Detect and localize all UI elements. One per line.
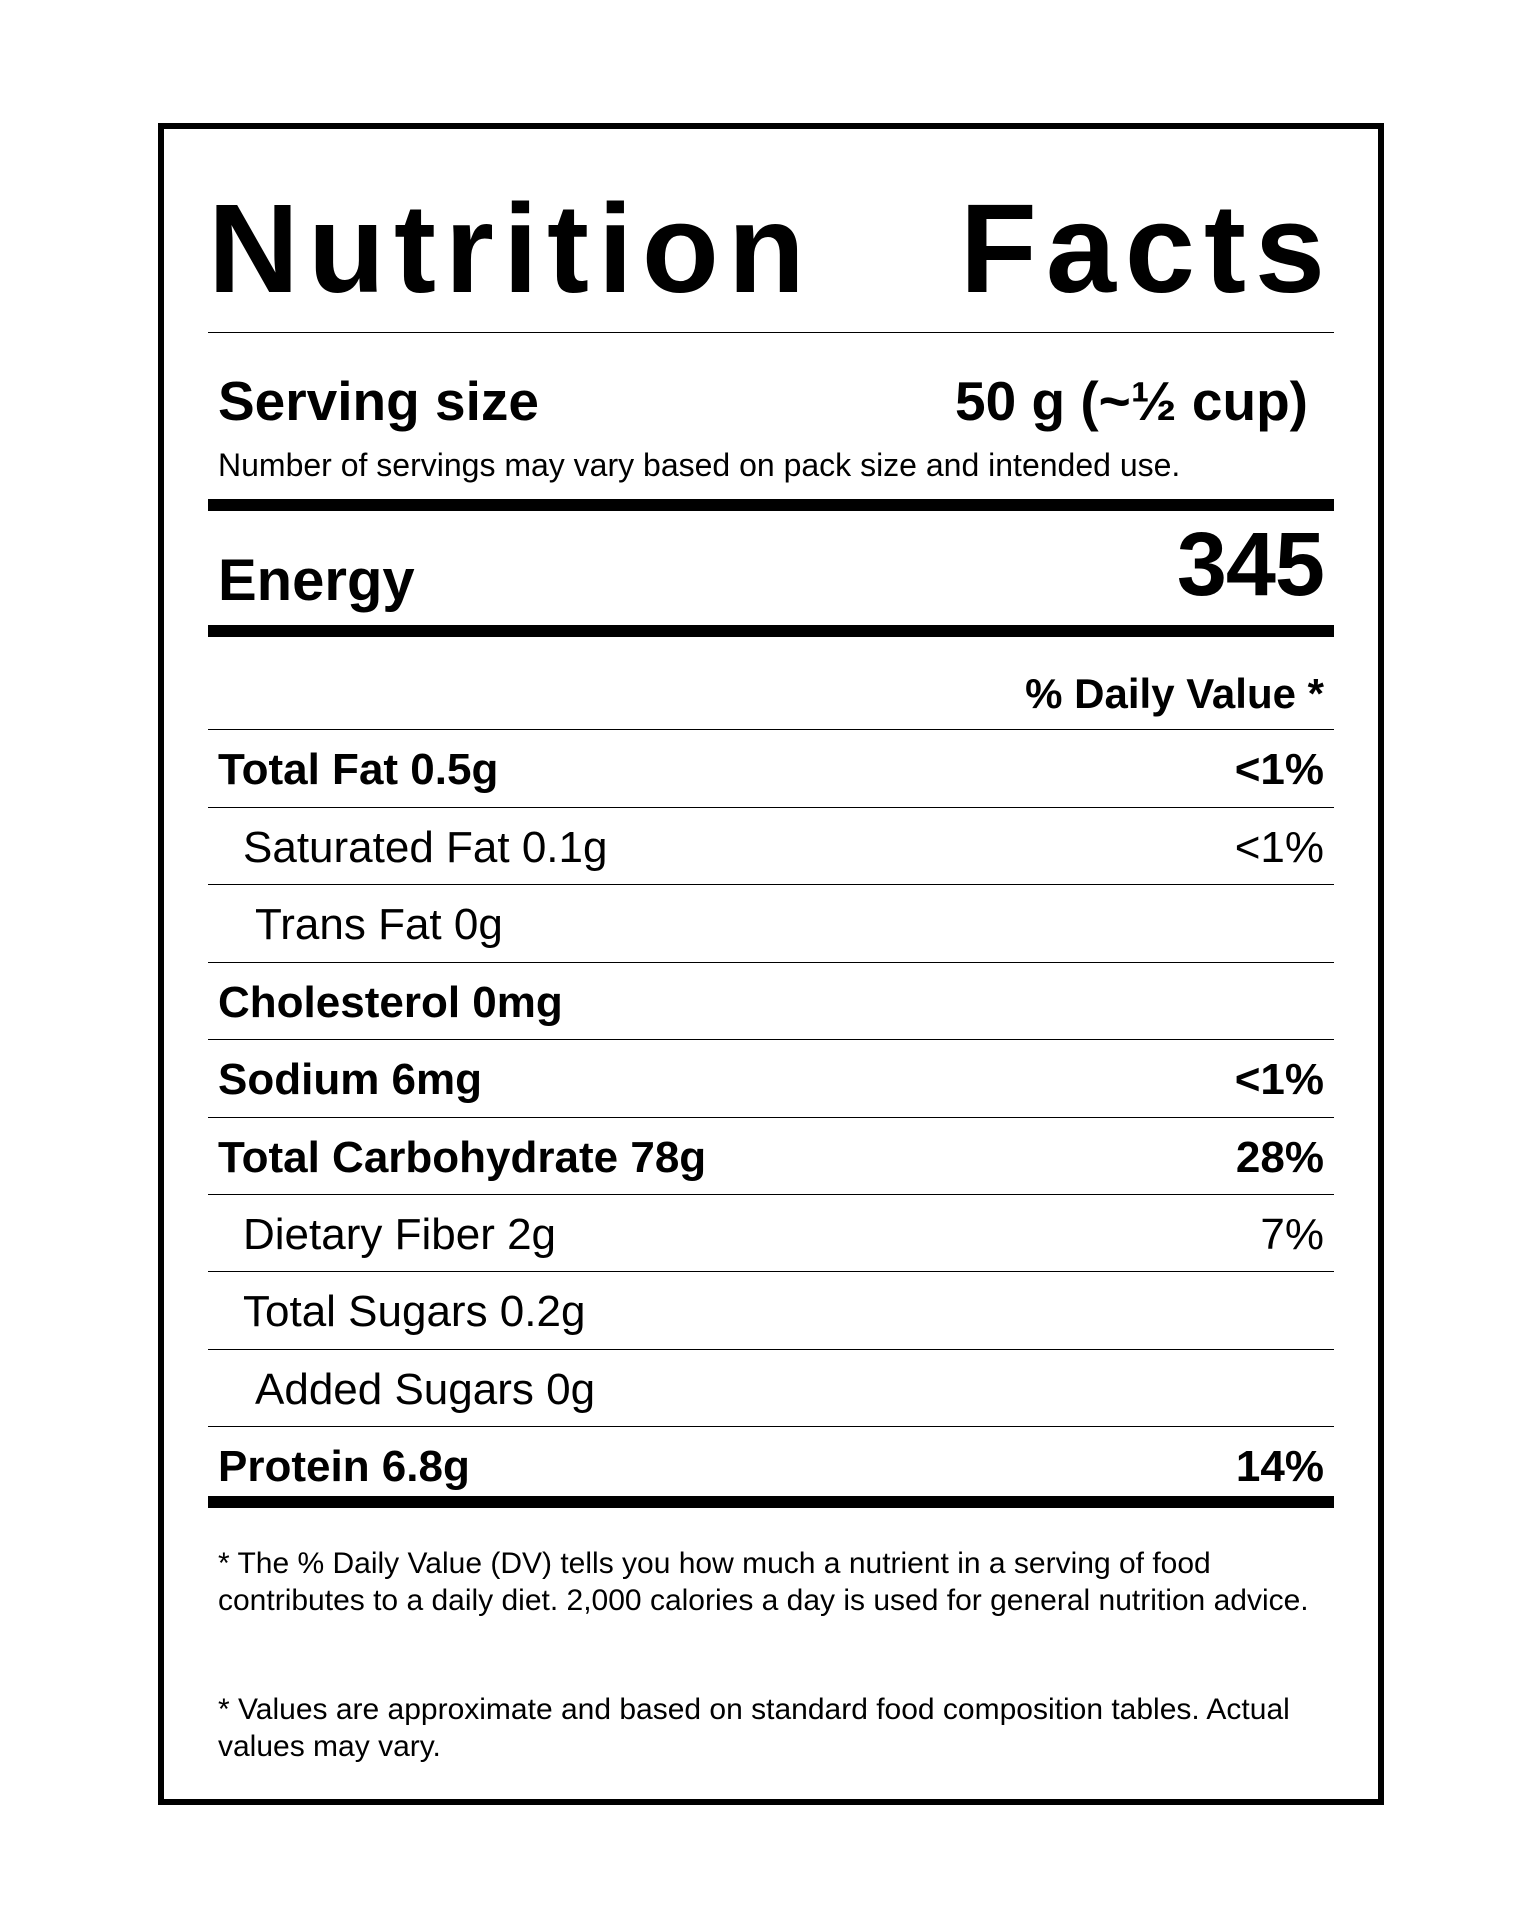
energy-row [218, 513, 1324, 633]
label-content [208, 129, 1334, 1799]
daily-value-header: % Daily Value * [1025, 670, 1324, 717]
nutrient-daily-value: 7% [1260, 1209, 1324, 1259]
nutrient-row-added-sugars [208, 1350, 1334, 1427]
nutrient-row-saturated-fat [208, 808, 1334, 885]
nutrient-name: Total Sugars 0.2g [243, 1286, 586, 1336]
daily-value-footnote: * The % Daily Value (DV) tells you how much a nutrient in a serving of food contributes to a daily diet. 2,000 calories a day is used for general nutrition advice. [218, 1547, 1309, 1617]
nutrient-row-total-fat [208, 730, 1334, 807]
thick-divider [208, 625, 1334, 637]
nutrient-row-protein [208, 1427, 1334, 1504]
nutrient-row-total-carbohydrate [208, 1118, 1334, 1195]
nutrient-daily-value: 28% [1235, 1132, 1324, 1182]
energy-value: 345 [1176, 514, 1324, 615]
serving-size-label: Serving size [218, 370, 539, 432]
divider [208, 332, 1334, 333]
nutrient-name: Total Fat 0.5g [218, 744, 499, 794]
nutrient-row-sodium [208, 1040, 1334, 1117]
label-title: Nutrition Facts [208, 178, 1334, 319]
nutrient-name: Added Sugars 0g [255, 1364, 596, 1414]
nutrient-daily-value: <1% [1234, 744, 1324, 794]
serving-size-row [218, 366, 1308, 436]
nutrient-name: Sodium 6mg [218, 1054, 483, 1104]
nutrient-row-total-sugars [208, 1272, 1334, 1349]
nutrient-row-dietary-fiber [208, 1195, 1334, 1272]
nutrient-name: Cholesterol 0mg [218, 977, 563, 1027]
thick-divider [208, 1496, 1334, 1508]
nutrition-facts-label [158, 123, 1384, 1805]
nutrient-row-trans-fat [208, 885, 1334, 962]
nutrient-name: Trans Fat 0g [255, 899, 503, 949]
serving-size-value: 50 g (~½ cup) [954, 370, 1308, 432]
nutrient-row-cholesterol [208, 963, 1334, 1040]
servings-note: Number of servings may vary based on pack size and intended use. [218, 447, 1181, 483]
nutrient-name: Total Carbohydrate 78g [218, 1132, 707, 1182]
nutrient-daily-value: <1% [1234, 1054, 1324, 1104]
nutrient-name: Dietary Fiber 2g [243, 1209, 557, 1259]
energy-label: Energy [218, 547, 415, 613]
nutrient-name: Saturated Fat 0.1g [243, 822, 608, 872]
nutrient-daily-value: 14% [1235, 1441, 1324, 1491]
approximation-footnote: * Values are approximate and based on standard food composition tables. Actual values may vary. [218, 1693, 1290, 1763]
nutrient-name: Protein 6.8g [218, 1441, 470, 1491]
thick-divider [208, 499, 1334, 511]
nutrient-daily-value: <1% [1234, 822, 1324, 872]
